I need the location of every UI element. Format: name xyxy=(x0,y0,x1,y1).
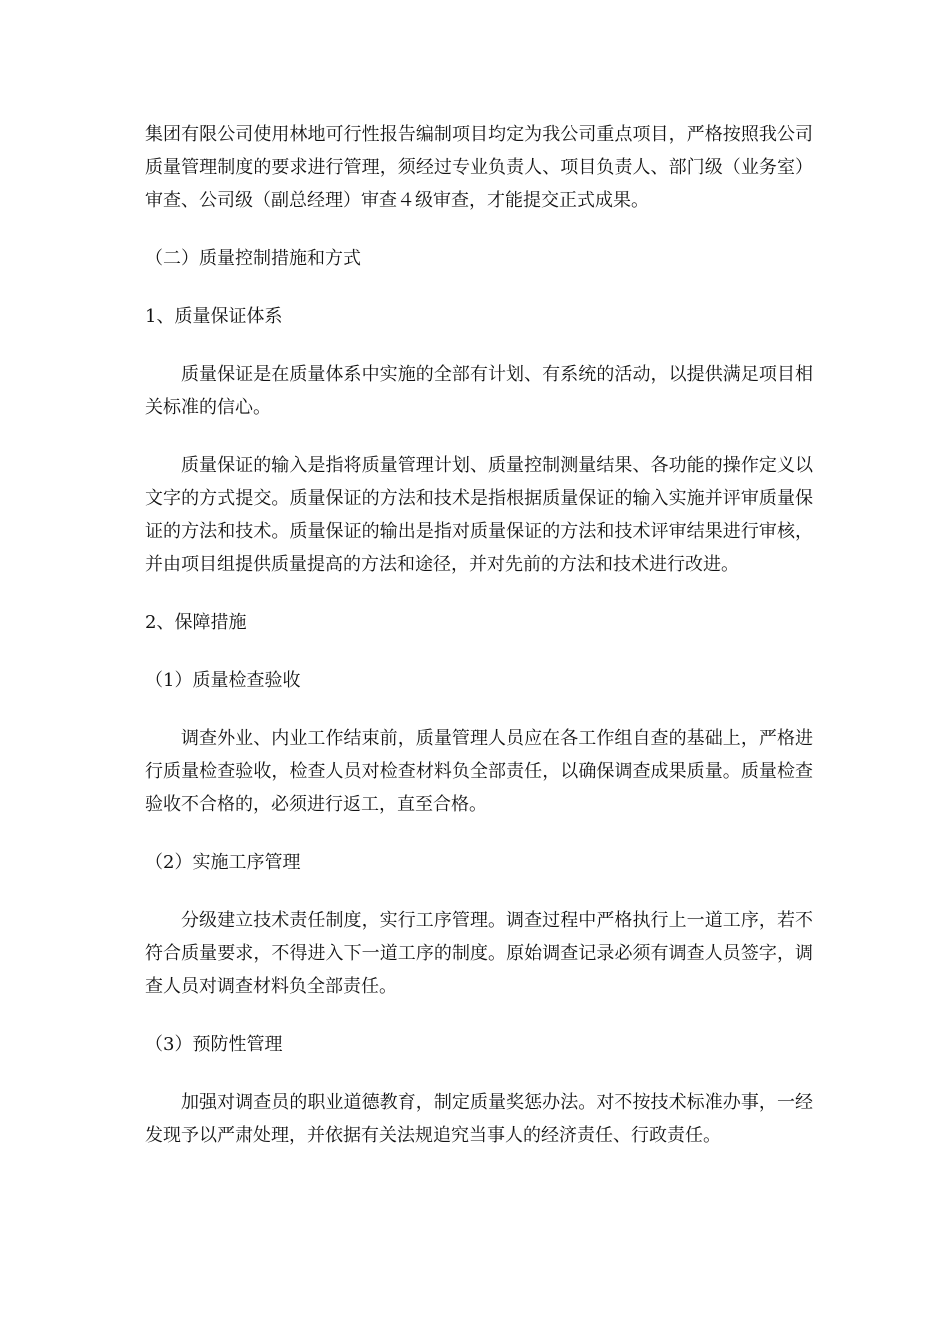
item-3-title: （3）预防性管理 xyxy=(145,1034,283,1055)
item-1-title: （1）质量检查验收 xyxy=(145,670,301,691)
subsection-1-paragraph-2: 质量保证的输入是指将质量管理计划、质量控制测量结果、各功能的操作定义以文字的方式提交。质量保证的方法和技术是指根据质量保证的输入实施并评审质量保证的方法和技术。质量保证的输出是指对质量保证的方法和技术评审结果进行审核，并由项目组提供质量提高的方法和途径，并对先前的方法和技术进行改进。 xyxy=(145,455,813,575)
item-2-paragraph: 分级建立技术责任制度，实行工序管理。调查过程中严格执行上一道工序，若不符合质量要求，不得进入下一道工序的制度。原始调查记录必须有调查人员签字，调查人员对调查材料负全部责任。 xyxy=(145,910,813,997)
section-title: （二）质量控制措施和方式 xyxy=(145,248,361,269)
item-1-paragraph: 调查外业、内业工作结束前，质量管理人员应在各工作组自查的基础上，严格进行质量检查验收，检查人员对检查材料负全部责任，以确保调查成果质量。质量检查验收不合格的，必须进行返工，直至合格。 xyxy=(145,728,813,815)
item-2-title: （2）实施工序管理 xyxy=(145,852,301,873)
intro-paragraph: 集团有限公司使用林地可行性报告编制项目均定为我公司重点项目，严格按照我公司质量管理制度的要求进行管理，须经过专业负责人、项目负责人、部门级（业务室）审查、公司级（副总经理）审查４级审查，才能提交正式成果。 xyxy=(145,124,813,211)
subsection-1-title: 1、质量保证体系 xyxy=(145,306,283,327)
subsection-2-title: 2、保障措施 xyxy=(145,612,247,633)
item-3-paragraph: 加强对调查员的职业道德教育，制定质量奖惩办法。对不按技术标准办事，一经发现予以严肃处理，并依据有关法规追究当事人的经济责任、行政责任。 xyxy=(145,1092,813,1146)
document-body xyxy=(145,118,813,1152)
subsection-1-paragraph-1: 质量保证是在质量体系中实施的全部有计划、有系统的活动，以提供满足项目相关标准的信心。 xyxy=(145,364,813,418)
